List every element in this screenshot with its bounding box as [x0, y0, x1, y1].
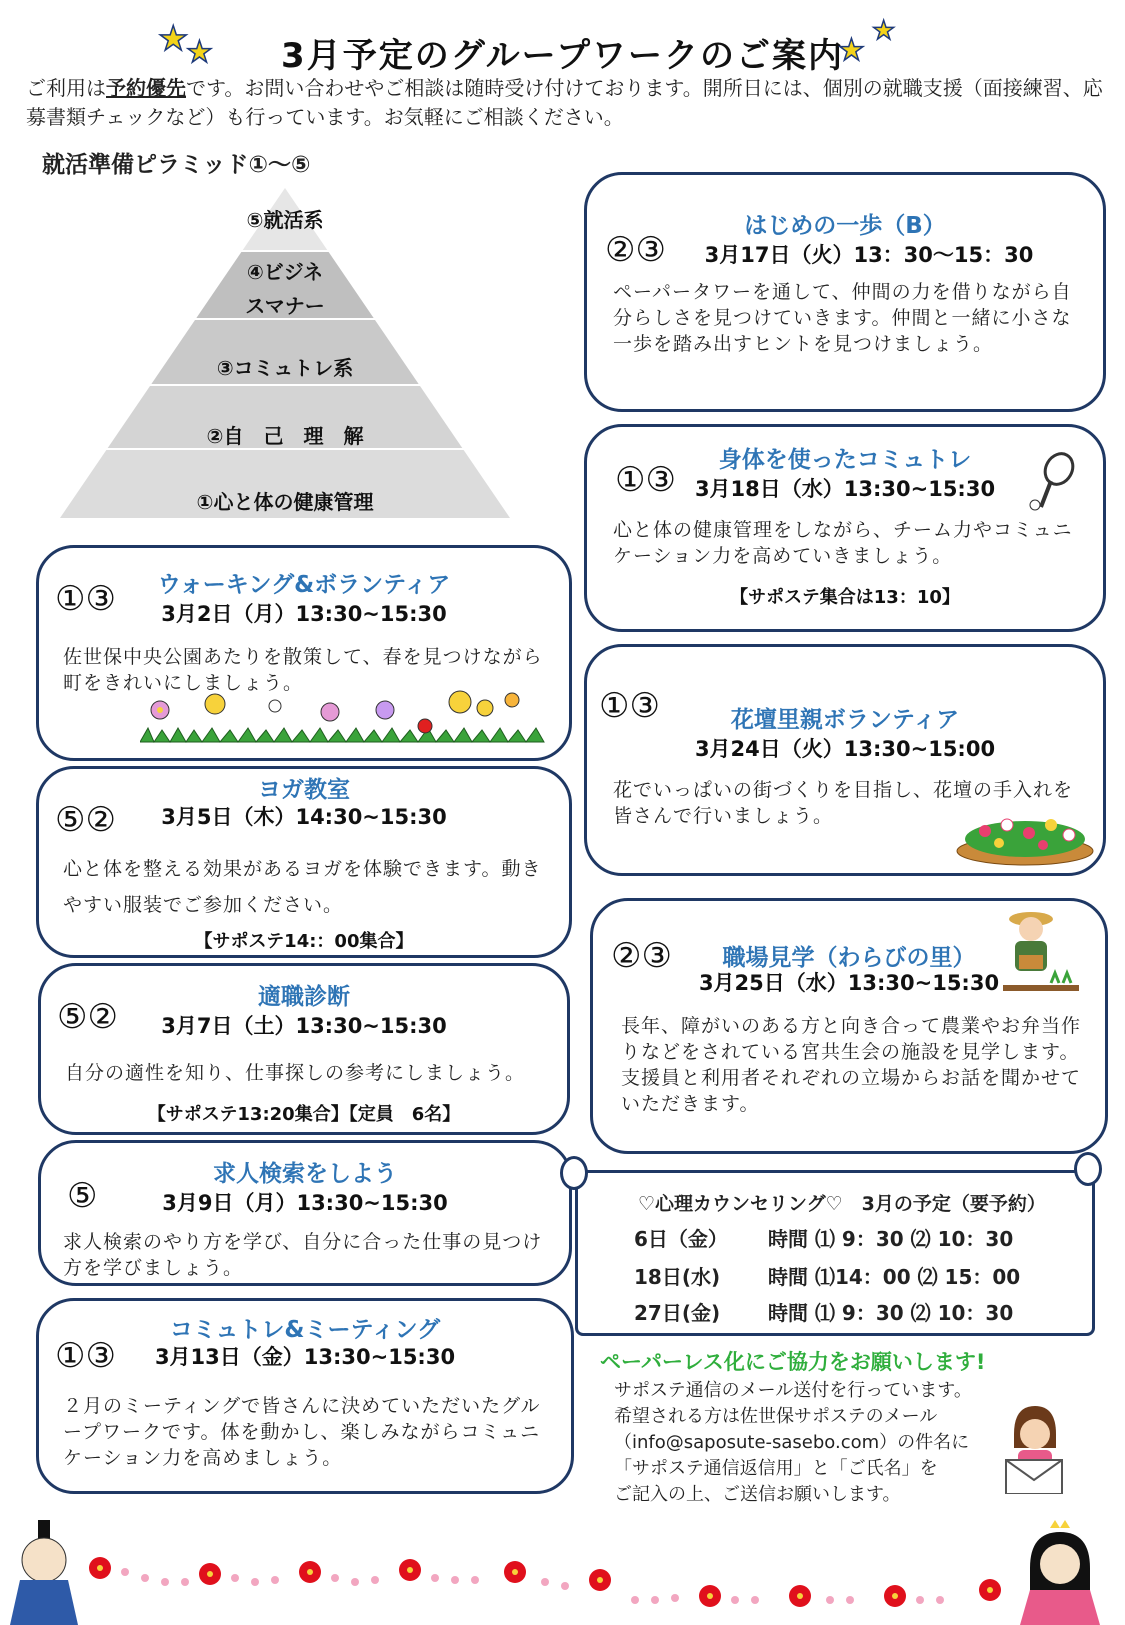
- hina-doll-empress-icon: [1020, 1520, 1100, 1625]
- event-card-body-comm: [584, 424, 1106, 632]
- star-icon: ★: [838, 33, 865, 68]
- event-card-comm-meeting: [36, 1298, 574, 1494]
- pyramid-numbers: ①③: [55, 1336, 116, 1376]
- event-date: 3月9日（月）13:30~15:30: [162, 1191, 448, 1215]
- pyramid-numbers: ⑤②: [57, 997, 118, 1037]
- flowers-illustration: [140, 690, 550, 745]
- event-title: 求人検索をしよう: [213, 1161, 397, 1187]
- pyramid-level-4b: スマナー: [245, 294, 325, 318]
- pyramid-numbers: ①③: [615, 460, 676, 500]
- event-card-flowerbed: [584, 644, 1106, 876]
- counseling-row: [634, 1223, 1074, 1252]
- event-card-yoga: [36, 766, 572, 958]
- event-date: 3月17日（火）13：30～15：30: [704, 243, 1034, 267]
- event-note: 【サポステ集合は13：10】: [730, 587, 960, 608]
- event-date: 3月13日（金）13:30~15:30: [154, 1345, 456, 1369]
- pyramid-level-2: ②自 己 理 解: [206, 424, 364, 448]
- pyramid-numbers: ⑤: [67, 1176, 98, 1216]
- pyramid-level-4a: ④ビジネ: [246, 260, 324, 284]
- event-note: 【サポステ14:：00集合】: [194, 931, 414, 952]
- event-card-workplace-visit: [590, 898, 1108, 1154]
- event-date: 3月18日（水）13:30~15:30: [694, 477, 996, 501]
- pyramid-title: 就活準備ピラミッド①～⑤: [42, 152, 311, 178]
- pyramid-numbers: ②③: [605, 230, 666, 270]
- star-icon: ★: [872, 16, 896, 46]
- paperless-line: サポステ通信のメール送付を行っています。: [614, 1380, 972, 1401]
- star-icon: ★: [158, 19, 189, 59]
- event-date: 3月25日（水）13:30~15:30: [698, 971, 1000, 995]
- event-title: 適職診断: [258, 984, 350, 1010]
- event-title: はじめの一歩（B）: [744, 213, 946, 239]
- paperless-line: 希望される方は佐世保サポステのメール: [614, 1406, 938, 1427]
- scroll-curl-icon: [1074, 1152, 1102, 1186]
- event-description: 求人検索のやり方を学び、自分に合った仕事の見つけ方を学びましょう。: [63, 1231, 543, 1279]
- event-description: 心と体の健康管理をしながら、チーム力やコミュニケーション力を高めていきましょう。: [613, 519, 1073, 567]
- paperless-line: 「サポステ通信返信用」と「ご氏名」を: [614, 1458, 938, 1479]
- event-title: コミュトレ&ミーティング: [169, 1317, 441, 1343]
- counseling-day: 18日(水): [634, 1265, 721, 1289]
- flowerbed-illustration: [955, 805, 1095, 867]
- event-description: 心と体を整える効果があるヨガを体験できます。動きやすい服装でご参加ください。: [63, 858, 542, 916]
- event-date: 3月7日（土）13:30~15:30: [161, 1014, 447, 1038]
- counseling-row: [634, 1297, 1074, 1326]
- paperless-text: [614, 1378, 1004, 1508]
- intro-part2: です。お問い合わせやご相談は随時受け付けております。開所日には、個別の就職支援（面接練習、応募書類チェックなど）も行っています。お気軽にご相談ください。: [26, 76, 1103, 129]
- counseling-time: 時間 ⑴14：00 ⑵ 15：00: [768, 1265, 1021, 1289]
- counseling-day: 6日（金）: [634, 1227, 728, 1251]
- badminton-racket-icon: [1027, 451, 1077, 515]
- reservation-priority: 予約優先: [106, 76, 186, 100]
- paperless-line: ご記入の上、ご送信お願いします。: [614, 1484, 901, 1505]
- plum-blossom-border: [0, 1520, 1125, 1625]
- pyramid-level-5: ⑤就活系: [246, 208, 324, 232]
- event-title: ヨガ教室: [258, 777, 350, 803]
- event-card-aptitude: [38, 963, 570, 1135]
- woman-with-mail-icon: [1000, 1404, 1070, 1494]
- pyramid-level-1: ①心と体の健康管理: [196, 490, 374, 514]
- paperless-title: ペーパーレス化にご協力をお願いします!: [600, 1350, 986, 1374]
- intro-part1: ご利用は: [26, 76, 106, 100]
- pyramid-level-3: ③コミュトレ系: [216, 356, 354, 380]
- event-note: 【サポステ13:20集合】【定員 6名】: [147, 1104, 461, 1125]
- pyramid-numbers: ②③: [611, 936, 672, 976]
- event-date: 3月24日（火）13:30~15:00: [694, 737, 996, 761]
- farmer-icon: [1001, 905, 1081, 997]
- event-description: 花でいっぱいの街づくりを目指し、花壇の手入れを皆さんで行いましょう。: [613, 779, 1074, 827]
- counseling-schedule: [575, 1170, 1095, 1336]
- event-title: 職場見学（わらびの里）: [722, 945, 976, 971]
- counseling-row: [634, 1261, 1074, 1290]
- event-card-job-search: [38, 1140, 572, 1286]
- paperless-line: （info@saposute-sasebo.com）の件名に: [614, 1432, 970, 1453]
- event-description: ペーパータワーを通して、仲間の力を借りながら自分らしさを見つけていきます。仲間と一緒に小さな一歩を踏み出すヒントを見つけましょう。: [613, 281, 1072, 355]
- event-description: 長年、障がいのある方と向き合って農業やお弁当作りなどをされている宮共生会の施設を見学します。支援員と利用者それぞれの立場からお話を聞かせていただきます。: [621, 1015, 1082, 1115]
- event-title: 身体を使ったコミュトレ: [718, 447, 972, 473]
- event-title: ウォーキング&ボランティア: [157, 572, 451, 598]
- counseling-time: 時間 ⑴ 9：30 ⑵ 10：30: [768, 1301, 1014, 1325]
- counseling-time: 時間 ⑴ 9：30 ⑵ 10：30: [768, 1227, 1014, 1251]
- event-description: 自分の適性を知り、仕事探しの参考にしましょう。: [65, 1062, 526, 1084]
- event-description: 佐世保中央公園あたりを散策して、春を見つけながら町をきれいにしましょう。: [63, 646, 543, 694]
- page-title: 3月予定のグループワークのご案内: [281, 36, 844, 76]
- event-date: 3月5日（木）14:30~15:30: [161, 805, 447, 829]
- counseling-title: ♡心理カウンセリング♡ 3月の予定（要予約）: [638, 1193, 1046, 1215]
- pyramid-numbers: ①③: [55, 579, 116, 619]
- event-card-first-step: [584, 172, 1106, 412]
- hina-doll-emperor-icon: [10, 1520, 78, 1625]
- event-title: 花壇里親ボランティア: [730, 707, 960, 733]
- counseling-day: 27日(金): [634, 1301, 721, 1325]
- pyramid-numbers: ⑤②: [55, 800, 116, 840]
- event-description: ２月のミーティングで皆さんに決めていただいたグループワークです。体を動かし、楽しみながらコミュニケーション力を高めましょう。: [63, 1395, 541, 1469]
- star-icon: ★: [186, 35, 213, 70]
- scroll-curl-icon: [560, 1156, 588, 1190]
- intro-text: [26, 74, 1106, 132]
- pyramid-numbers: ①③: [599, 686, 660, 726]
- event-date: 3月2日（月）13:30~15:30: [161, 602, 447, 626]
